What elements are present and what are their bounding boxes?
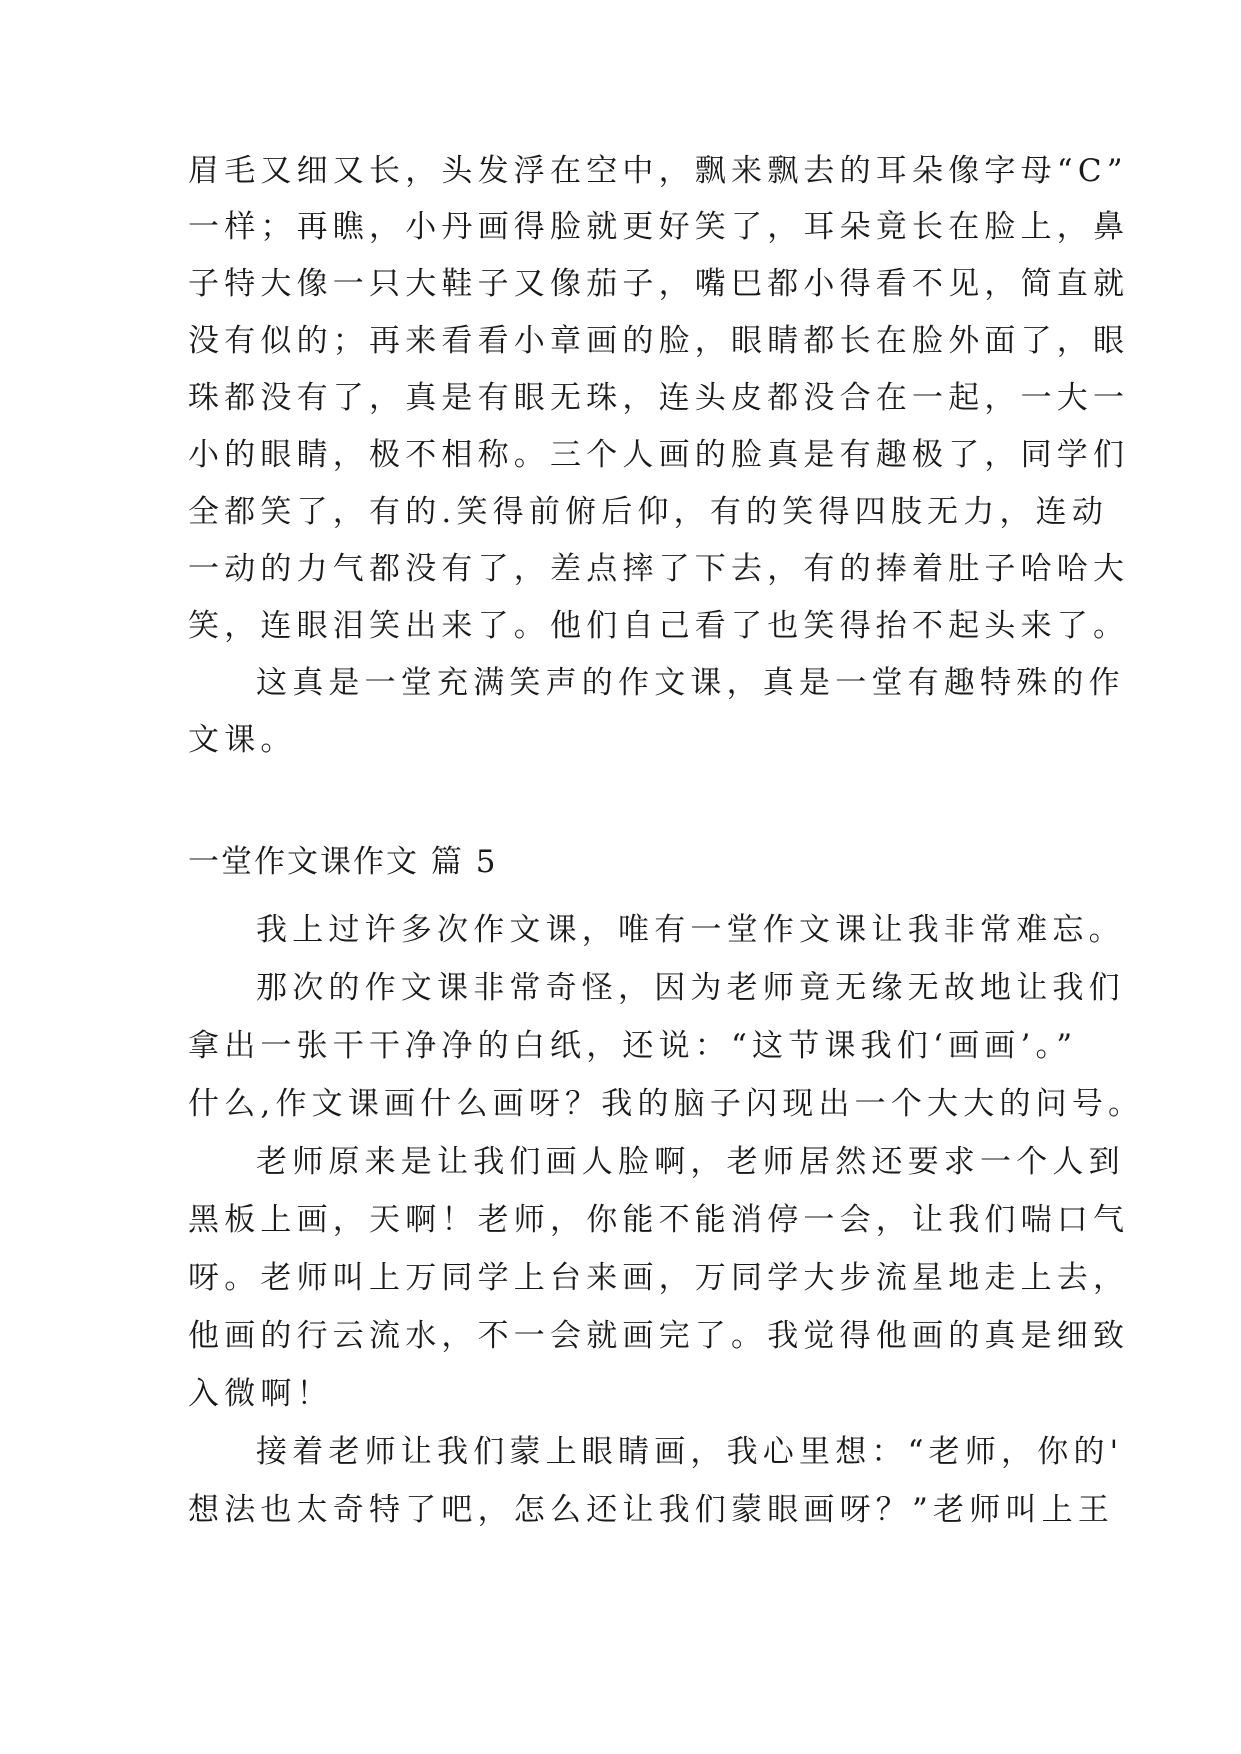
text-line: 黑板上画，天啊！老师，你能不能消停一会，让我们喘口气 — [188, 1202, 1130, 1238]
text-line: 一动的力气都没有了，差点摔了下去，有的捧着肚子哈哈大 — [188, 551, 1130, 587]
paragraph-first-line: 老师原来是让我们画人脸啊，老师居然还要求一个人到 — [256, 1144, 1125, 1180]
text-line: 全都笑了，有的.笑得前俯后仰，有的笑得四肢无力，连动 — [188, 494, 1109, 530]
text-line: 想法也太奇特了吧，怎么还让我们蒙眼画呀？”老师叫上王 — [188, 1492, 1115, 1528]
text-line: 文课。 — [188, 722, 297, 758]
paragraph-first-line: 接着老师让我们蒙上眼睛画，我心里想：“老师，你的' — [256, 1434, 1124, 1470]
text-line: 呀。老师叫上万同学上台来画，万同学大步流星地走上去， — [188, 1260, 1130, 1296]
text-line: 没有似的；再来看看小章画的脸，眼睛都长在脸外面了，眼 — [188, 323, 1130, 359]
text-line: 他画的行云流水，不一会就画完了。我觉得他画的真是细致 — [188, 1318, 1130, 1354]
paragraph-first-line: 我上过许多次作文课，唯有一堂作文课让我非常难忘。 — [256, 912, 1125, 948]
text-line: 笑，连眼泪笑出来了。他们自己看了也笑得抬不起头来了。 — [188, 608, 1130, 644]
text-line: 眉毛又细又长，头发浮在空中，飘来飘去的耳朵像字母“C” — [188, 153, 1128, 189]
paragraph-first-line: 那次的作文课非常奇怪，因为老师竟无缘无故地让我们 — [256, 970, 1125, 1006]
paragraph-first-line: 这真是一堂充满笑声的作文课，真是一堂有趣特殊的作 — [256, 665, 1125, 701]
text-line: 小的眼睛，极不相称。三个人画的脸真是有趣极了，同学们 — [188, 437, 1130, 473]
text-line: 什么,作文课画什么画呀？我的脑子闪现出一个大大的问号。 — [188, 1086, 1145, 1122]
text-line: 子特大像一只大鞋子又像茄子，嘴巴都小得看不见，简直就 — [188, 266, 1130, 302]
text-line: 入微啊！ — [188, 1376, 333, 1412]
text-line: 珠都没有了，真是有眼无珠，连头皮都没合在一起，一大一 — [188, 380, 1130, 416]
section-heading: 一堂作文课作文 篇 5 — [188, 844, 498, 880]
text-line: 一样；再瞧，小丹画得脸就更好笑了，耳朵竟长在脸上，鼻 — [188, 209, 1130, 245]
text-line: 拿出一张干干净净的白纸，还说：“这节课我们‘画画’。” — [188, 1028, 1078, 1064]
